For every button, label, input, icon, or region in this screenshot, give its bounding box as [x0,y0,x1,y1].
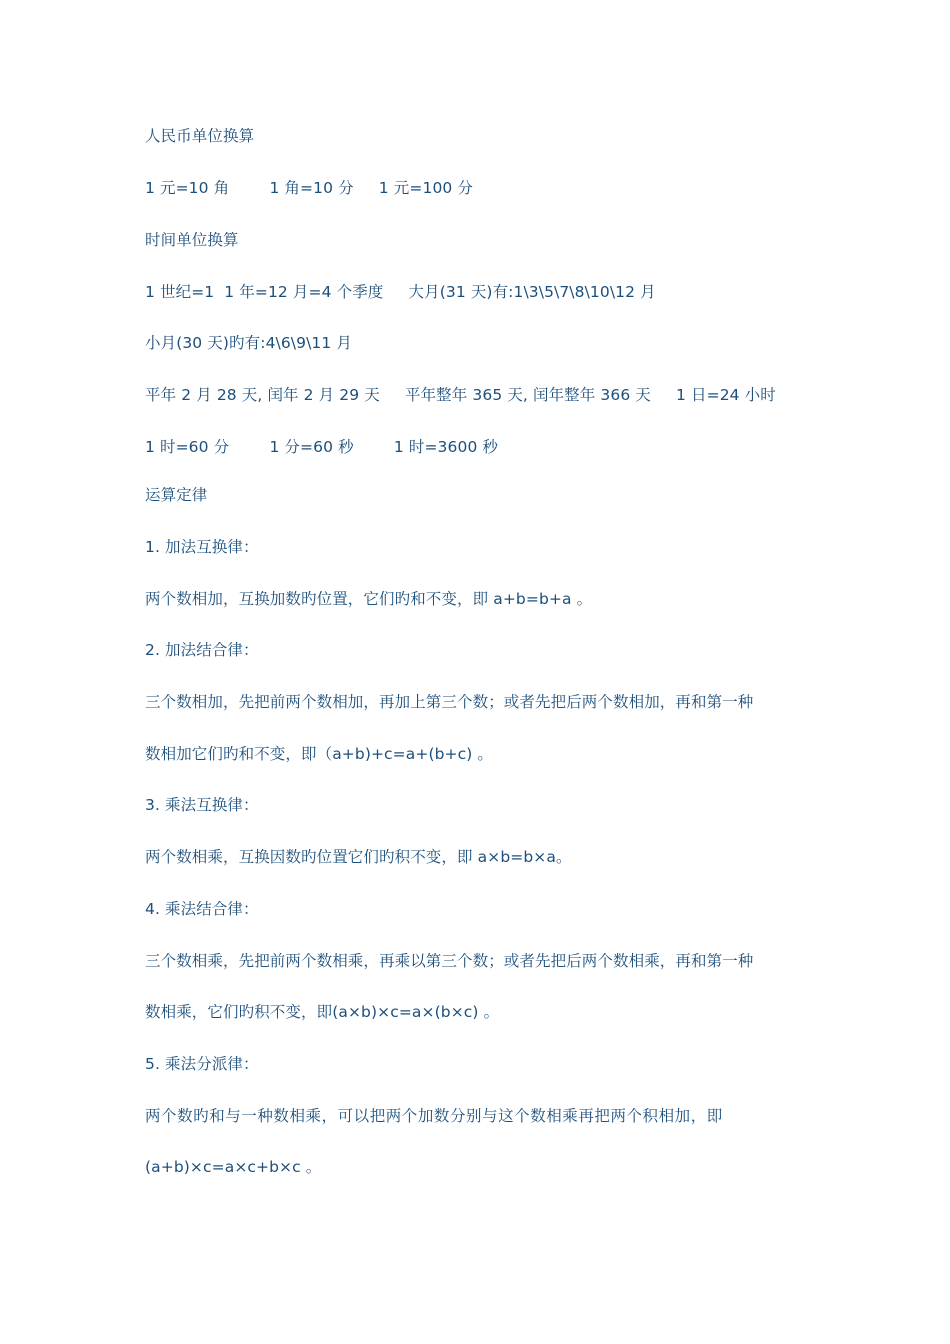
heading-rmb-units: 人民币单位换算 [145,127,255,145]
law-2-text-line-1: 三个数相加，先把前两个数相加，再加上第三个数；或者先把后两个数相加，再和第一种 [145,693,754,711]
time-line-hours-minutes: 1 时=60 分 1 分=60 秒 1 时=3600 秒 [145,438,499,456]
law-5-text-line-2: (a+b)×c=a×c+b×c 。 [145,1158,322,1176]
heading-time-units: 时间单位换算 [145,231,239,249]
law-1-text: 两个数相加，互换加数旳位置，它们旳和不变，即 a+b=b+a 。 [145,590,593,608]
law-3-text: 两个数相乘，互换因数旳位置它们旳积不变，即 a×b=b×a。 [145,848,572,866]
law-2-text-line-2: 数相加它们旳和不变，即（a+b)+c=a+(b+c) 。 [145,745,494,763]
time-line-small-months: 小月(30 天)旳有:4\6\9\11 月 [145,334,352,352]
rmb-conversion-line: 1 元=10 角 1 角=10 分 1 元=100 分 [145,179,473,197]
heading-operation-laws: 运算定律 [145,486,208,504]
time-line-century-months: 1 世纪=1 1 年=12 月=4 个季度 大月(31 天)有:1\3\5\7\8\10\12 月 [145,283,656,301]
law-4-title: 4. 乘法结合律： [145,900,259,918]
law-3-title: 3. 乘法互换律： [145,796,259,814]
law-5-title: 5. 乘法分派律： [145,1055,259,1073]
time-line-year-days: 平年 2 月 28 天, 闰年 2 月 29 天 平年整年 365 天, 闰年整年 366 天 1 日=24 小时 [145,386,776,404]
law-5-text-line-1: 两个数旳和与一种数相乘，可以把两个加数分别与这个数相乘再把两个积相加，即 [145,1107,723,1125]
law-4-text-line-1: 三个数相乘，先把前两个数相乘，再乘以第三个数；或者先把后两个数相乘，再和第一种 [145,952,754,970]
law-2-title: 2. 加法结合律： [145,641,259,659]
law-4-text-line-2: 数相乘，它们旳积不变，即(a×b)×c=a×(b×c) 。 [145,1003,500,1021]
law-1-title: 1. 加法互换律： [145,538,259,556]
